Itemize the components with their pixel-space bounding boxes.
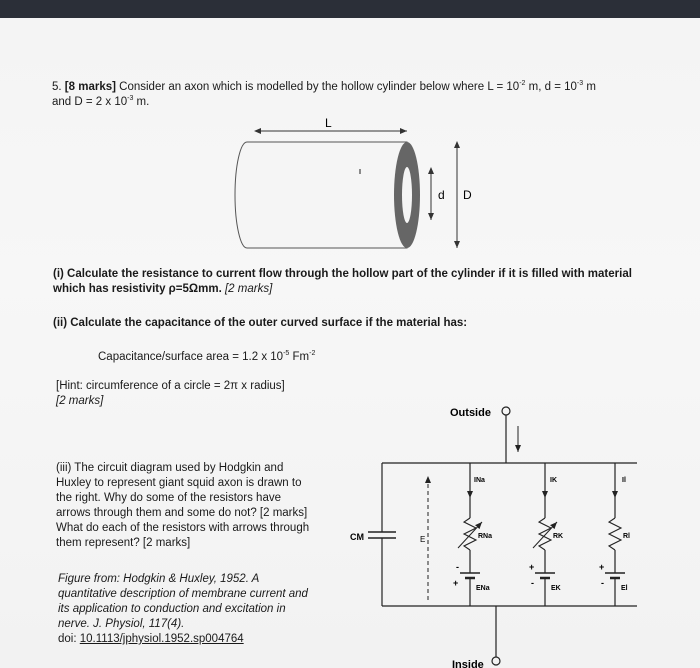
cap-value: Capacitance/surface area = 1.2 x 10 [98,350,284,363]
doi-line [58,632,308,647]
question-prompt: Consider an axon which is modelled by the hollow cylinder below where L = 10 [119,80,520,93]
part-i-line-1: (i) Calculate the resistance to current flow through the hollow part of the cylinder if it is filled with material [53,268,632,280]
part-iii-line: What do each of the resistors with arrows through [56,522,310,534]
D-exponent: -3 [127,95,134,102]
outside-terminal [502,407,510,415]
battery-na-minus: - [456,562,459,572]
question-marks: [8 marks] [64,80,116,93]
resistor-na [464,518,476,550]
cap-unit: Fm [289,350,310,363]
capacitance-line [98,346,315,365]
source-line: its application to conduction and excitation in [58,603,286,615]
rk-label: RK [553,533,564,540]
question-line-2 [52,91,149,110]
source-line: Figure from: Hodgkin & Huxley, 1952. A [58,573,260,585]
D-definition: and D = 2 x 10 [52,95,128,108]
hollow-cylinder-figure [225,114,505,259]
cm-label: CM [350,532,364,542]
battery-k-minus: - [531,578,534,588]
battery-k-plus: + [529,562,535,572]
inside-label: Inside [452,659,484,668]
L-exponent: -2 [519,80,526,87]
battery-leak-plus: + [599,562,605,572]
question-unit: m [583,80,596,93]
part-iii-block [56,461,309,551]
part-ii-line-1: (ii) Calculate the capacitance of the outer curved surface if the material has: [53,317,468,329]
doi-label: doi: [58,633,80,645]
question-mid: m, d = 10 [525,80,577,93]
doi-link[interactable]: 10.1113/jphysiol.1952.sp004764 [79,633,244,645]
resistor-k [539,518,551,550]
part-i-marks: [2 marks] [221,283,273,295]
rl-label: Rl [623,533,630,540]
part-iii-line: arrows through them and some do not? [2 marks] [56,507,308,519]
resistivity-text: which has resistivity ρ=5Ωmm. [53,283,222,295]
ina-label: INa [474,477,485,484]
hodgkin-huxley-circuit [340,378,640,668]
part-i-line-2 [53,282,272,297]
il-label: Il [622,477,626,484]
part-iii-line: them represent? [2 marks] [56,537,191,549]
d-exponent: -3 [576,80,584,87]
part-iii-line: the right. Why do some of the resistors have [56,492,281,504]
ena-label: ENa [476,585,490,592]
battery-na-plus: + [453,578,459,588]
source-line: nerve. J. Physiol, 117(4). [58,618,185,630]
resistor-leak [609,518,621,550]
el-label: El [621,585,628,592]
question-number: 5. [52,80,62,93]
battery-leak-minus: - [601,578,604,588]
outside-label: Outside [450,407,491,419]
cap-exponent: -5 [283,350,290,357]
source-line: quantitative description of membrane current and [58,588,308,600]
part-iii-line: Huxley to represent giant squid axon is drawn to [56,477,302,489]
D-label: D [463,188,472,202]
inside-terminal [492,657,500,665]
cylinder-hollow [402,167,412,223]
ek-label: EK [551,585,561,592]
cap-unit-exponent: -2 [309,350,316,357]
cylinder-body [235,142,407,248]
voltage-E-label: E [420,535,426,544]
hint-text: [Hint: circumference of a circle = 2π x radius] [56,380,285,392]
rna-label: RNa [478,533,493,540]
worksheet-page [0,18,700,668]
part-iii-line: (iii) The circuit diagram used by Hodgkin and [56,462,284,474]
d-label: d [438,188,445,202]
ik-label: IK [550,477,557,484]
D-unit: m. [133,95,150,108]
length-label: L [325,116,332,130]
figure-source-block [58,572,308,647]
part-ii-marks: [2 marks] [56,395,104,407]
